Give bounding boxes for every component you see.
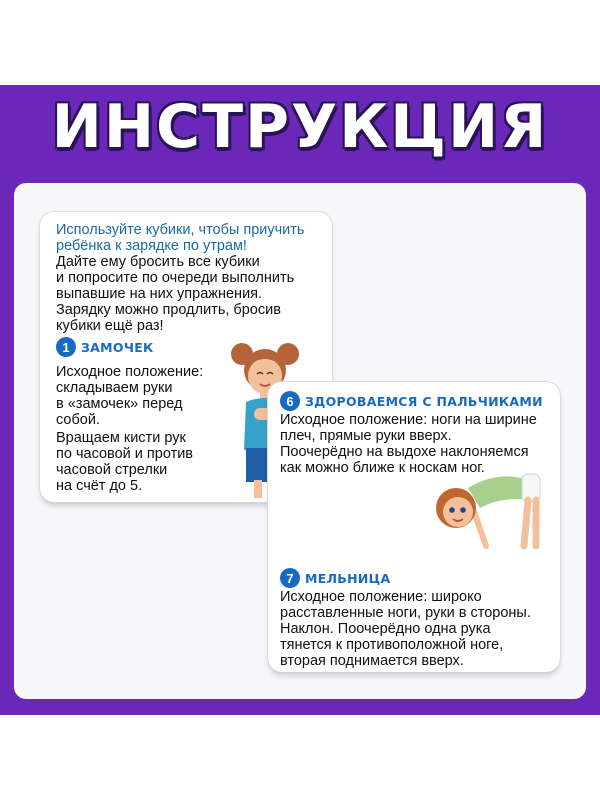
exercise-name: ЗАМОЧЕК xyxy=(81,339,154,355)
intro-line: кубики ещё раз! xyxy=(56,318,164,334)
exercise-1-heading xyxy=(56,337,154,357)
exercise-1-text: на счёт до 5. xyxy=(56,478,143,494)
exercise-6-text: плеч, прямые руки вверх. xyxy=(280,428,452,444)
exercise-1-text: в «замочек» перед xyxy=(56,396,183,412)
exercise-6-heading xyxy=(280,391,543,411)
exercise-7-text: Наклон. Поочерёдно одна рука xyxy=(280,621,491,637)
exercise-1-text: собой. xyxy=(56,412,100,428)
exercise-7-text: расставленные ноги, руки в стороны. xyxy=(280,605,531,621)
exercise-number-badge: 6 xyxy=(280,391,300,411)
exercise-1-text: по часовой и против xyxy=(56,446,194,462)
exercise-name: ЗДОРОВАЕМСЯ С ПАЛЬЧИКАМИ xyxy=(305,393,543,409)
exercise-7-text: Исходное положение: широко xyxy=(280,589,482,605)
exercise-number-badge: 1 xyxy=(56,337,76,357)
exercise-1-text: складываем руки xyxy=(56,380,173,396)
intro-line: и попросите по очереди выполнить xyxy=(56,270,295,286)
exercise-1-text: Исходное положение: xyxy=(56,364,204,380)
exercise-7-heading xyxy=(280,568,390,588)
exercise-7-text: вторая поднимается вверх. xyxy=(280,653,464,669)
intro-line: Зарядку можно продлить, бросив xyxy=(56,302,281,318)
intro-accent-line-2: ребёнка к зарядке по утрам! xyxy=(56,238,247,254)
intro-line: Дайте ему бросить все кубики xyxy=(56,254,260,270)
instruction-card-2 xyxy=(268,382,560,672)
exercise-6-text: Поочерёдно на выдохе наклоняемся xyxy=(280,444,529,460)
exercise-1-text: часовой стрелки xyxy=(56,462,168,478)
exercise-name: МЕЛЬНИЦА xyxy=(305,570,391,586)
exercise-7-text: тянется к противоположной ноге, xyxy=(280,637,504,653)
exercise-6-text: как можно ближе к носкам ног. xyxy=(280,460,485,476)
exercise-6-text: Исходное положение: ноги на ширине xyxy=(280,412,537,428)
bending-kid-illustration xyxy=(428,466,548,556)
exercise-1-text: Вращаем кисти рук xyxy=(56,430,186,446)
intro-line: выпавшие на них упражнения. xyxy=(56,286,263,302)
exercise-number-badge: 7 xyxy=(280,568,300,588)
intro-accent-line-1: Используйте кубики, чтобы приучить xyxy=(56,222,305,238)
page-title: ИНСТРУКЦИЯ xyxy=(51,92,549,162)
